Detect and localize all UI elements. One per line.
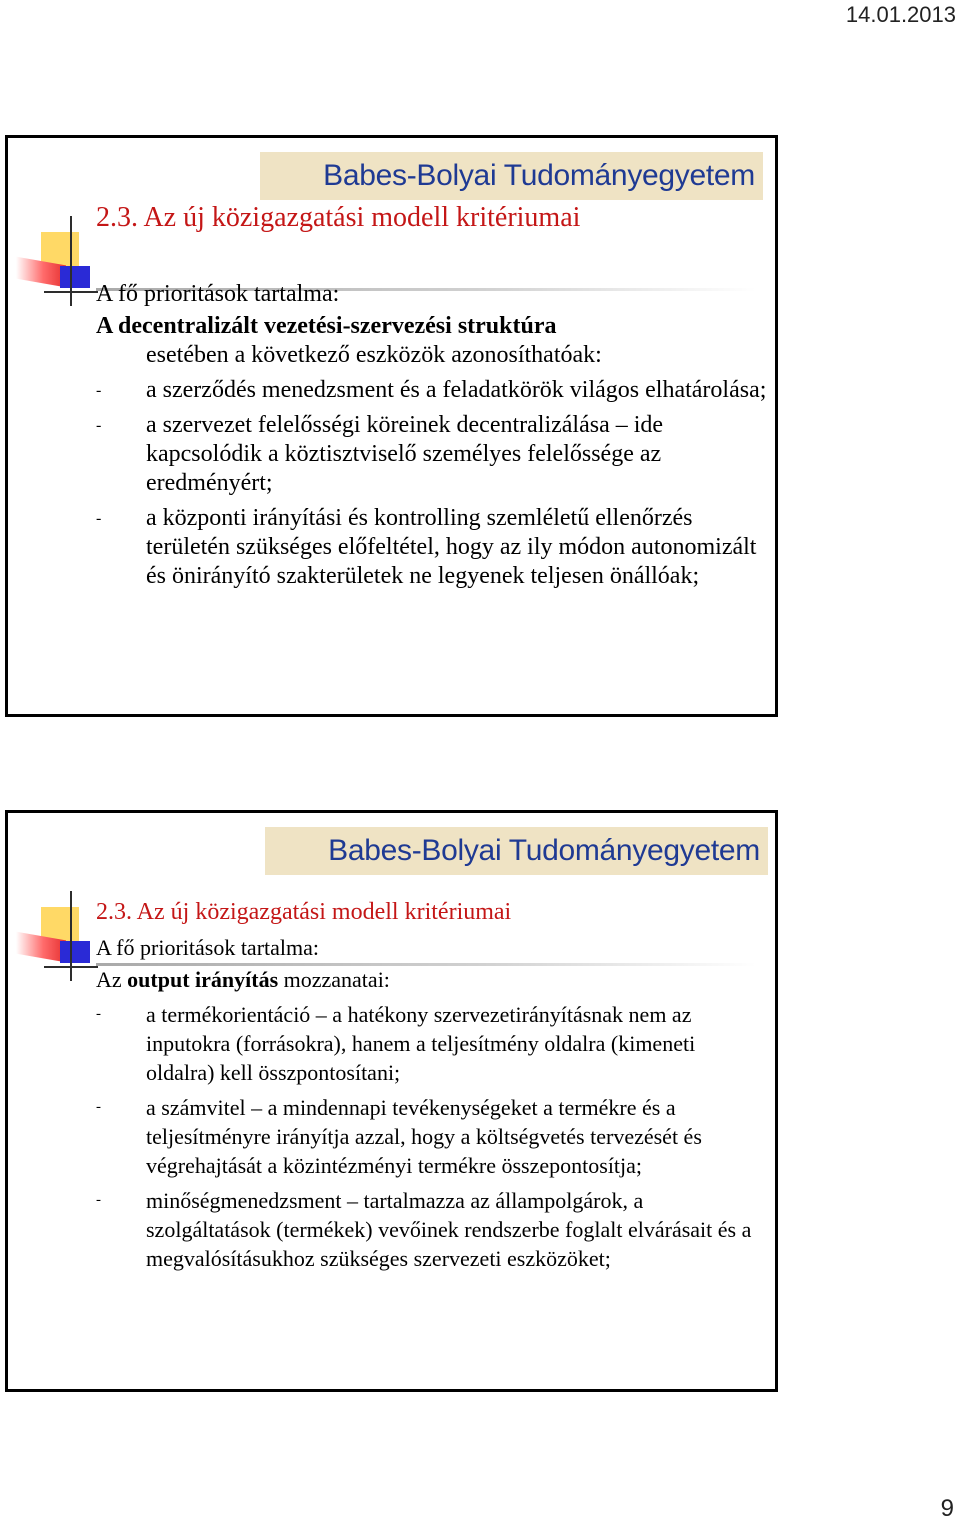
- bullet-dash: -: [96, 417, 102, 434]
- decoration-logo: [8, 891, 98, 981]
- list-item: [96, 1186, 768, 1273]
- slide-subtitle: 2.3. Az új közigazgatási modell kritériumai: [96, 899, 512, 925]
- list-item-text: a termékorientáció – a hatékony szervezetirányításnak nem az inputokra (forrásokra), hanem a teljesítmény oldalra (kimeneti oldalra) kell összpontosítani;: [146, 1002, 696, 1085]
- list-item-text: a szervezet felelősségi köreinek decentralizálása – ide kapcsolódik a köztisztviselő személyes felelőssége az eredményért;: [146, 412, 664, 496]
- bullet-dash: -: [96, 382, 102, 399]
- heading-bold: output irányítás: [127, 967, 279, 992]
- list-item: [96, 411, 768, 498]
- slide-1: [5, 135, 778, 717]
- list-item: [96, 1000, 768, 1087]
- list-item: [96, 1093, 768, 1180]
- list-item: [96, 504, 768, 591]
- priorities-label: A fő prioritások tartalma:: [96, 935, 319, 960]
- list-item-text: a szerződés menedzsment és a feladatkörök világos elhatárolása;: [146, 377, 767, 403]
- slide-2: [5, 810, 778, 1392]
- university-banner: Babes-Bolyai Tudományegyetem: [265, 827, 768, 875]
- university-banner: Babes-Bolyai Tudományegyetem: [260, 152, 763, 200]
- slide-body: [96, 280, 768, 591]
- heading-bold: A decentralizált vezetési-szervezési struktúra: [96, 313, 557, 339]
- date-header: 14.01.2013: [845, 2, 956, 27]
- heading-continuation: esetében a következő eszközök azonosíthatóak:: [146, 342, 602, 368]
- bullet-dash: -: [96, 510, 102, 527]
- slide-subtitle: 2.3. Az új közigazgatási modell kritériumai: [96, 202, 581, 233]
- bullet-dash: -: [96, 1099, 101, 1115]
- decoration-logo: [8, 216, 98, 306]
- list-item: [96, 376, 768, 405]
- section-heading: [96, 965, 768, 994]
- bullet-dash: -: [96, 1006, 101, 1022]
- heading-pre: Az: [96, 967, 128, 992]
- bullet-dash: -: [96, 1192, 101, 1208]
- slide-body: [96, 933, 768, 1273]
- page-number: 9: [940, 1495, 954, 1522]
- list-item-text: a központi irányítási és kontrolling szemléletű ellenőrzés területén szükséges előfeltétel, hogy az ily módon autonomizált és önirányító szakterületek ne legyenek teljesen önállóak;: [146, 505, 757, 589]
- heading-post: mozzanatai:: [278, 967, 390, 992]
- priorities-label: A fő prioritások tartalma:: [96, 281, 340, 307]
- section-heading: [96, 312, 768, 341]
- list-item-text: minőségmenedzsment – tartalmazza az állampolgárok, a szolgáltatások (termékek) vevőinek rendszerbe foglalt elvárásait és a megvalósításukhoz szükséges szervezeti eszközöket;: [146, 1188, 752, 1271]
- list-item-text: a számvitel – a mindennapi tevékenységeket a termékre és a teljesítményre irányítja azzal, hogy a költségvetés tervezését és végrehajtását a közintézményi termékre összepontosítja;: [146, 1095, 702, 1178]
